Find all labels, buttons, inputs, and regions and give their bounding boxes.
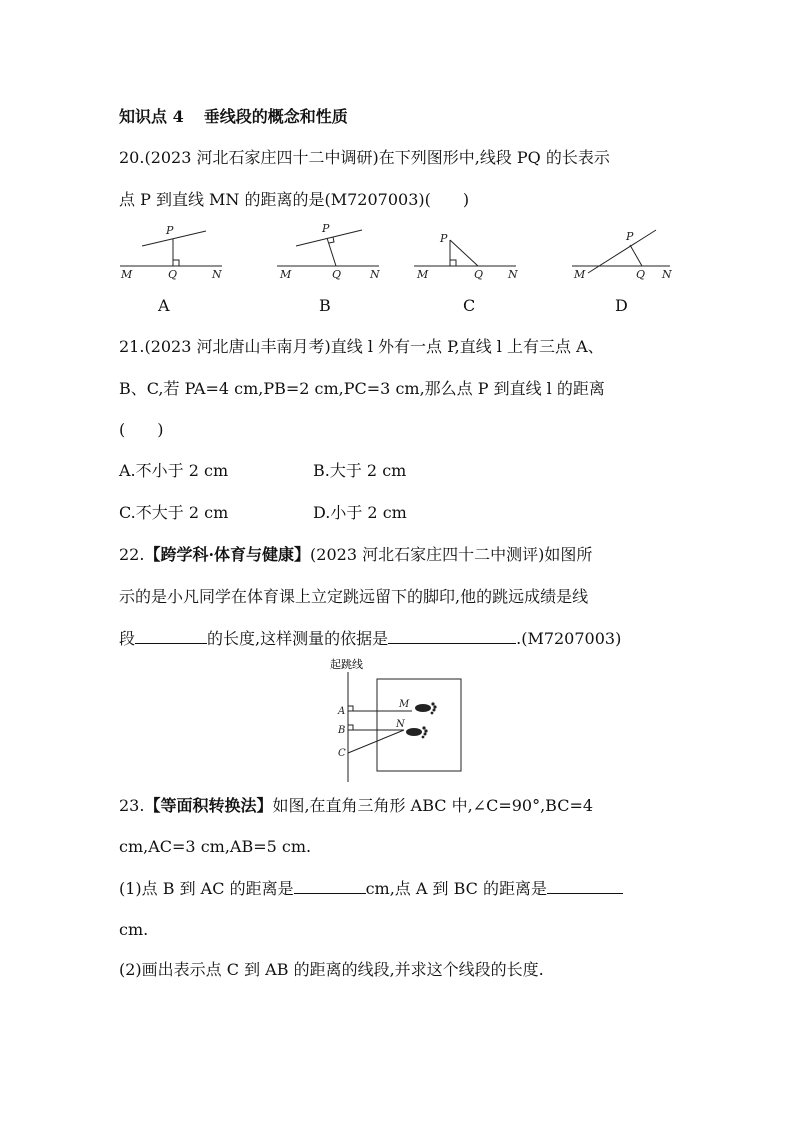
q23-part1	[119, 879, 623, 899]
right-angle-b	[348, 725, 353, 730]
q21-option-b: B.大于 2 cm	[313, 461, 407, 480]
q21-line3: ( )	[119, 420, 164, 439]
fig-d-n: N	[662, 268, 672, 281]
q22-point-n: N	[396, 719, 405, 730]
section-title: 垂线段的概念和性质	[203, 107, 348, 126]
q23-line1-rest: 如图,在直角三角形 ABC 中,∠C=90°,BC=4	[272, 796, 594, 815]
q21-option-a: A.不小于 2 cm	[119, 461, 229, 480]
q22-line3	[119, 629, 621, 649]
q20-figures	[0, 220, 794, 290]
fig-a-n: N	[212, 268, 222, 281]
fig-b-n: N	[370, 268, 380, 281]
figure-a-labels	[120, 224, 222, 281]
fig-b-p: P	[322, 222, 330, 235]
q23-line1	[119, 796, 593, 816]
q20-line2: 点 P 到直线 MN 的距离的是(M7207003)( )	[119, 190, 470, 209]
section-heading	[119, 107, 348, 127]
q22-point-c: C	[338, 748, 346, 759]
q22-point-m: M	[399, 699, 410, 710]
footprint-n-icon	[406, 726, 428, 738]
fig-c-n: N	[508, 268, 518, 281]
figure-d-labels	[573, 230, 672, 281]
q21-line1: 21.(2023 河北唐山丰南月考)直线 l 外有一点 P,直线 l 上有三点 A、	[119, 337, 604, 356]
q21-option-c: C.不大于 2 cm	[119, 503, 229, 522]
q22-answer-blank-1[interactable]	[135, 629, 207, 644]
q22-line2: 示的是小凡同学在体育课上立定跳远留下的脚印,他的跳远成绩是线	[119, 587, 589, 606]
right-angle-a	[348, 706, 353, 711]
fig-c-m: M	[417, 268, 429, 281]
section-number: 知识点 4	[119, 107, 184, 126]
fig-a-label: A	[158, 296, 170, 315]
footprint-m-icon	[415, 702, 437, 714]
q20-line1: 20.(2023 河北石家庄四十二中调研)在下列图形中,线段 PQ 的长表示	[119, 148, 610, 167]
q23-tag: 【等面积转换法】	[144, 796, 273, 815]
q22-line3-c: .(M7207003)	[516, 629, 622, 648]
q23-part2: (2)画出表示点 C 到 AB 的距离的线段,并求这个线段的长度.	[119, 960, 544, 979]
figure-d	[572, 230, 670, 273]
fig-d-p: P	[626, 230, 634, 243]
segment-cn	[348, 730, 404, 753]
sand-pit	[377, 679, 461, 771]
fig-a-m: M	[121, 268, 133, 281]
q21-line2: B、C,若 PA=4 cm,PB=2 cm,PC=3 cm,那么点 P 到直线 l 的距离	[119, 379, 605, 398]
q23-part1-a: (1)点 B 到 AC 的距离是	[119, 879, 294, 898]
fig-b-m: M	[280, 268, 292, 281]
fig-d-q: Q	[636, 268, 646, 281]
q22-figure	[330, 656, 490, 786]
figure-c-labels	[416, 232, 518, 281]
q23-part1-end: cm.	[119, 920, 149, 939]
fig-c-label: C	[463, 296, 476, 315]
fig-d-label: D	[615, 296, 628, 315]
q23-number: 23.	[119, 796, 145, 815]
fig-b-q: Q	[332, 268, 342, 281]
fig-c-p: P	[440, 232, 448, 245]
fig-d-m: M	[574, 268, 586, 281]
q23-answer-blank-1[interactable]	[294, 879, 366, 894]
q22-point-a: A	[338, 706, 346, 717]
q23-answer-blank-2[interactable]	[547, 879, 623, 894]
q22-tag: 【跨学科·体育与健康】	[144, 545, 311, 564]
q22-point-b: B	[338, 725, 346, 736]
figure-c	[414, 240, 516, 266]
fig-a-p: P	[166, 224, 174, 237]
q22-line3-b: 的长度,这样测量的依据是	[207, 629, 389, 648]
q22-line3-a: 段	[119, 629, 136, 648]
q22-line1	[119, 545, 592, 565]
q23-part1-b: cm,点 A 到 BC 的距离是	[365, 879, 547, 898]
figure-b	[277, 230, 379, 266]
fig-c-q: Q	[474, 268, 484, 281]
q22-line1-rest: (2023 河北石家庄四十二中测评)如图所	[310, 545, 593, 564]
fig-b-label: B	[319, 296, 331, 315]
q21-option-d: D.小于 2 cm	[313, 503, 407, 522]
q22-caption: 起跳线	[330, 658, 363, 671]
figure-b-labels	[279, 222, 380, 281]
q23-line2: cm,AC=3 cm,AB=5 cm.	[119, 837, 312, 856]
fig-a-q: Q	[168, 268, 178, 281]
q22-number: 22.	[119, 545, 145, 564]
q22-answer-blank-2[interactable]	[388, 629, 516, 644]
